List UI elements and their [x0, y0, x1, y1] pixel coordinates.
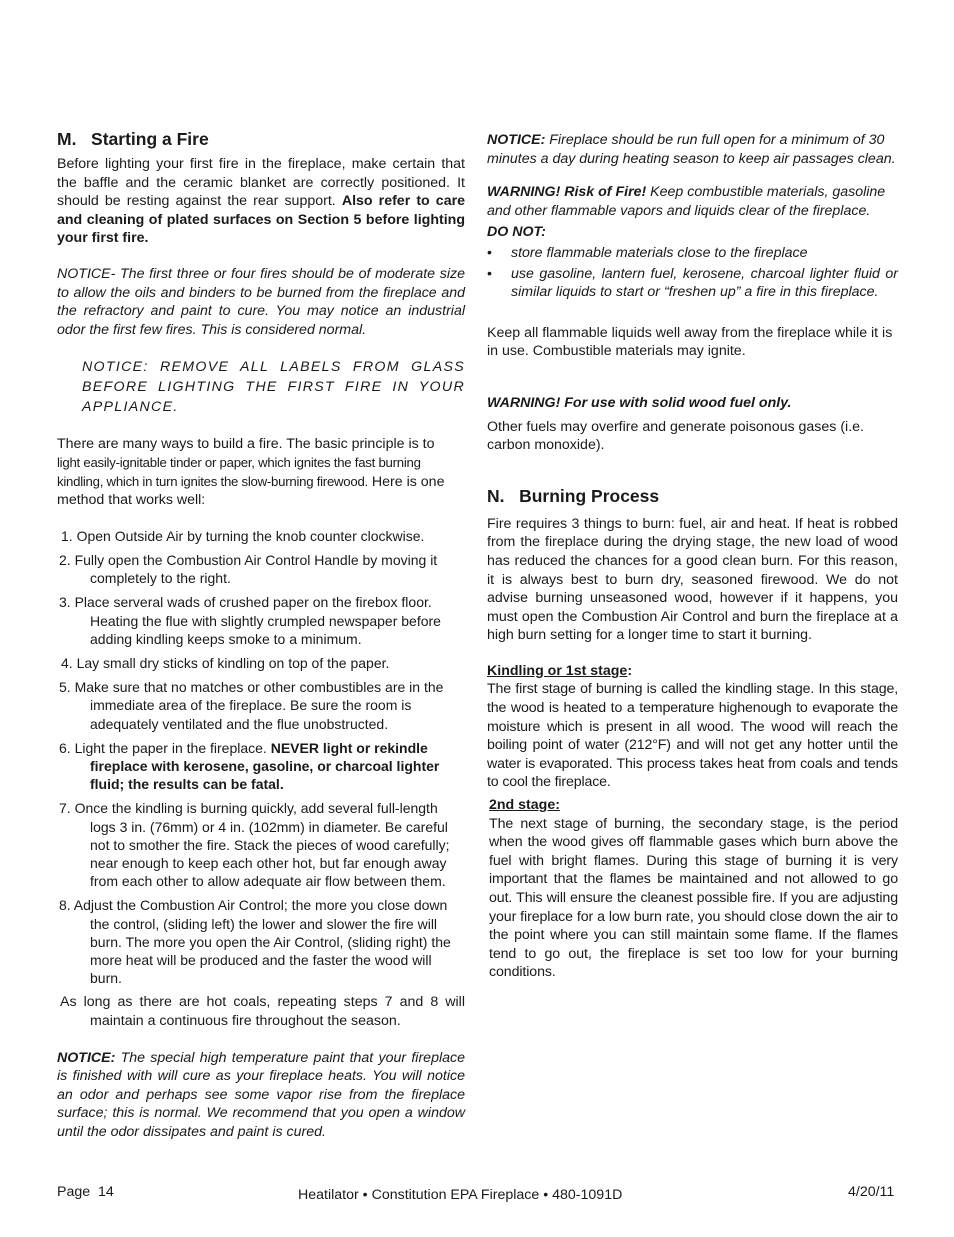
build-fire-rest: Here is one method that works well: — [57, 473, 445, 509]
build-fire-small: light easily-ignitable tinder or paper, which ignites the fast burning kindling, which in turn ignites the slow-burning firewood. — [57, 454, 421, 489]
section-m-heading: M. Starting a Fire — [57, 129, 209, 149]
notice-remove-labels: NOTICE: REMOVE ALL LABELS FROM GLASS BEFORE LIGHTING THE FIRST FIRE IN YOUR APPLIANCE. — [82, 359, 465, 416]
warning-solid-wood: WARNING! For use with solid wood fuel only. — [487, 394, 792, 411]
second-stage-heading: 2nd stage: — [489, 797, 560, 814]
do-not-item — [487, 244, 898, 263]
step-6-text: 6. Light the paper in the fireplace. — [59, 739, 271, 756]
left-column — [57, 128, 465, 1142]
notice-run-open-label: NOTICE: — [487, 132, 546, 148]
other-fuels-text: Other fuels may overfire and generate poisonous gases (i.e. carbon monoxide). — [487, 418, 864, 454]
step-5: 5. Make sure that no matches or other combustibles are in the immediate area of the fireplace. Be sure the room is adequately ventilated and the flue unobstructed. — [59, 679, 444, 732]
intro-text: Before lighting your first fire in the fireplace, make certain that the baffle and the ceramic blanket are correctly positioned. It should be resting against the rear support. — [57, 156, 465, 210]
intro-paragraph — [57, 155, 465, 248]
bullet-icon: • — [487, 265, 492, 282]
step-2: 2. Fully open the Combustion Air Control Handle by moving it completely to the right. — [59, 551, 438, 587]
paint-notice-text: The special high temperature paint that your fireplace is finished with will cure as your fireplace heats. You will notice an odor and perhaps see some vapor rise from the fireplace surface; this is normal. We recommend that you open a window until the odor dissipates and paint is cured. — [57, 1049, 465, 1140]
build-fire-line1: There are many ways to build a fire. The basic principle is to — [57, 436, 435, 453]
paint-notice-label: NOTICE: — [57, 1049, 116, 1066]
intro-bold-text: Also refer to care and cleaning of plated surfaces on Section 5 before lighting your first fire. — [57, 193, 465, 247]
do-not-heading: DO NOT: — [487, 224, 546, 241]
second-stage-block — [489, 796, 898, 982]
kindling-heading — [487, 662, 898, 681]
notice-run-open-text: Fireplace should be run full open for a minimum of 30 minutes a day during heating season to keep air passages clean. — [487, 132, 896, 167]
fire-steps-list — [57, 527, 465, 988]
warning-risk-of-fire — [487, 183, 898, 220]
footer-title: Heatilator • Constitution EPA Fireplace • 480-1091D — [298, 1187, 623, 1203]
bullet-icon: • — [487, 244, 492, 261]
step-4: 4. Lay small dry sticks of kindling on top of the paper. — [61, 654, 390, 671]
hot-coals-text: As long as there are hot coals, repeating steps 7 and 8 will maintain a continuous fire throughout the season. — [60, 994, 465, 1029]
step-8: 8. Adjust the Combustion Air Control; the more you close down the control, (sliding left) the lower and slower the fire will burn. The more you open the Air Control, (sliding right) the more heat will be produced and the faster the wood will burn. — [59, 897, 451, 987]
kindling-text: The first stage of burning is called the kindling stage. In this stage, the wood is heated to a temperature highenough to evaporate the moisture which is present in all wood. The wood will reach the boiling point of water (212°F) and will not get any hotter until the water is evaporated. This process takes heat from coals and tends to cool the fireplace. — [487, 681, 898, 791]
fire-requires-text: Fire requires 3 things to burn: fuel, air and heat. If heat is robbed from the fireplace during the drying stage, the new load of wood has reduced the chances for a good clean burn. For this reason, it is always best to burn dry, seasoned firewood. We do not advise burning unseasoned wood, however if it happens, you must open the Combustion Air Control and burn the fireplace at a high burn setting for a longer time to start it burning. — [487, 515, 898, 644]
notice-run-open — [487, 131, 898, 168]
warning-risk-text: Keep combustible materials, gasoline and other flammable vapors and liquids clear of the fireplace. — [487, 184, 886, 219]
step-7: 7. Once the kindling is burning quickly, add several full-length logs 3 in. (76mm) or 4 in. (102mm) in diameter. Be careful not to smother the fire. Stack the pieces of wood carefully; near enough to keep each other hot, but far enough away from each other to allow adequate air flow between them. — [59, 800, 450, 890]
do-not-list — [487, 244, 898, 302]
right-column — [487, 131, 898, 982]
footer-page-number: Page 14 — [57, 1184, 114, 1200]
step-3: 3. Place serveral wads of crushed paper on the firebox floor. Heating the flue with slightly crumpled newspaper before adding kindling keeps smoke to a minimum. — [59, 594, 441, 647]
do-not-item-text: store flammable materials close to the fireplace — [511, 244, 808, 261]
warning-risk-label: WARNING! Risk of Fire! — [487, 184, 647, 201]
do-not-item-text: use gasoline, lantern fuel, kerosene, charcoal lighter fluid or similar liquids to start or “freshen up” a fire in this fireplace. — [511, 265, 898, 301]
keep-flammable-away: Keep all flammable liquids well away from the fireplace while it is in use. Combustible materials may ignite. — [487, 324, 893, 360]
paint-notice — [57, 1049, 465, 1142]
do-not-item — [487, 265, 898, 302]
step-6 — [57, 739, 465, 794]
notice-first-fires: NOTICE- The first three or four fires should be of moderate size to allow the oils and binders to be burned from the fireplace and the refractory and paint to cure. You may notice an industrial odor the first few fires. This is considered normal. — [57, 265, 465, 338]
footer-date: 4/20/11 — [848, 1184, 895, 1200]
step-6-warning: NEVER light or rekindle fireplace with kerosene, gasoline, or charcoal lighter fluid; the results can be fatal. — [90, 739, 440, 793]
kindling-heading-text: Kindling or 1st stage — [487, 662, 628, 679]
kindling-heading-colon: : — [627, 662, 633, 679]
section-n-heading: N. Burning Process — [487, 485, 660, 506]
step-1: 1. Open Outside Air by turning the knob counter clockwise. — [61, 527, 425, 544]
second-stage-text: The next stage of burning, the secondary stage, is the period when the wood gives off flammable gases which burn above the fuel with bright flames. During this stage of burning it is very important that the flames be maintained and not allowed to go out. This will ensure the cleanest possible fire. If you are adjusting your fireplace for a low burn rate, you should close down the air to the point where you can still maintain some flame. If the flames tend to go out, the fireplace is set too low for your burning conditions. — [489, 815, 898, 981]
build-fire-paragraph — [57, 435, 465, 509]
